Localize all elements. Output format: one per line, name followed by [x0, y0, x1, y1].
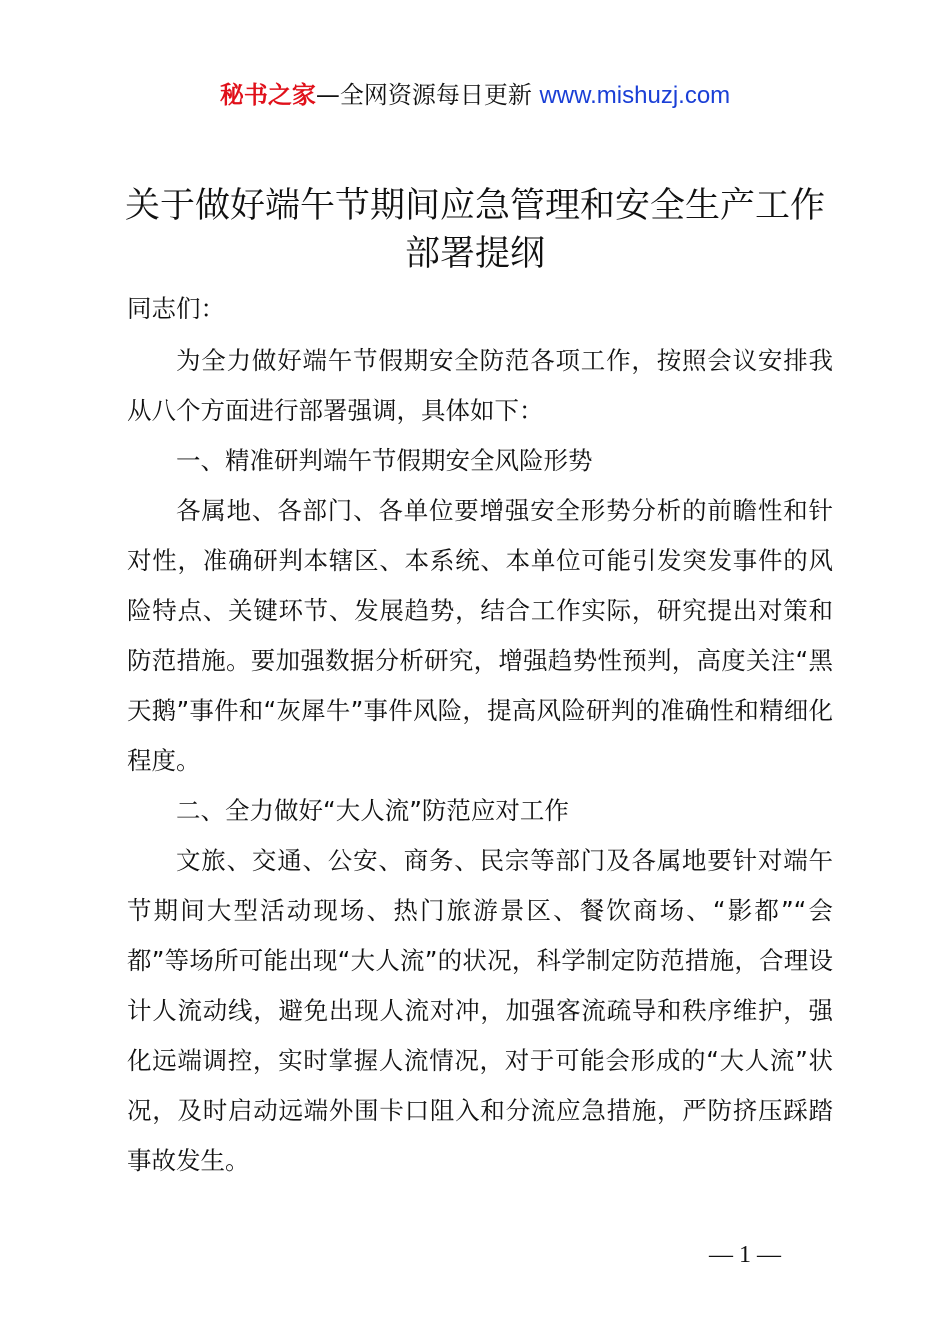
section-2-heading: 二、全力做好“大人流”防范应对工作 [176, 796, 569, 825]
brand-name: 秘书之家 [219, 81, 316, 109]
section-1-heading: 一、精准研判端午节假期安全风险形势 [176, 446, 593, 475]
document-body [127, 284, 833, 1186]
title-line-1: 关于做好端午节期间应急管理和安全生产工作 [124, 186, 825, 226]
document-title [100, 182, 850, 278]
greeting: 同志们： [127, 294, 225, 323]
title-line-2: 部署提纲 [404, 234, 545, 274]
page-number: — 1 — [709, 1242, 781, 1268]
site-header [0, 78, 950, 113]
site-url-link[interactable]: www.mishuzj.com [539, 82, 731, 109]
section-2-paragraph: 文旅、交通、公安、商务、民宗等部门及各属地要针对端午节期间大型活动现场、热门旅游景区、餐饮商场、“影都”“会都”等场所可能出现“大人流”的状况，科学制定防范措施，合理设计人流动线，避免出现人流对冲，加强客流疏导和秩序维护，强化远端调控，实时掌握人流情况，对于可能会形成的“大人流”状况，及时启动远端外围卡口阻入和分流应急措施，严防挤压踩踏事故发生。 [127, 846, 833, 1175]
intro-paragraph: 为全力做好端午节假期安全防范各项工作，按照会议安排我从八个方面进行部署强调，具体如下： [127, 346, 833, 425]
header-tagline: —全网资源每日更新 [315, 81, 532, 109]
section-1-paragraph: 各属地、各部门、各单位要增强安全形势分析的前瞻性和针对性，准确研判本辖区、本系统、本单位可能引发突发事件的风险特点、关键环节、发展趋势，结合工作实际，研究提出对策和防范措施。要加强数据分析研究，增强趋势性预判，高度关注“黑天鹅”事件和“灰犀牛”事件风险，提高风险研判的准确性和精细化程度。 [127, 496, 833, 775]
